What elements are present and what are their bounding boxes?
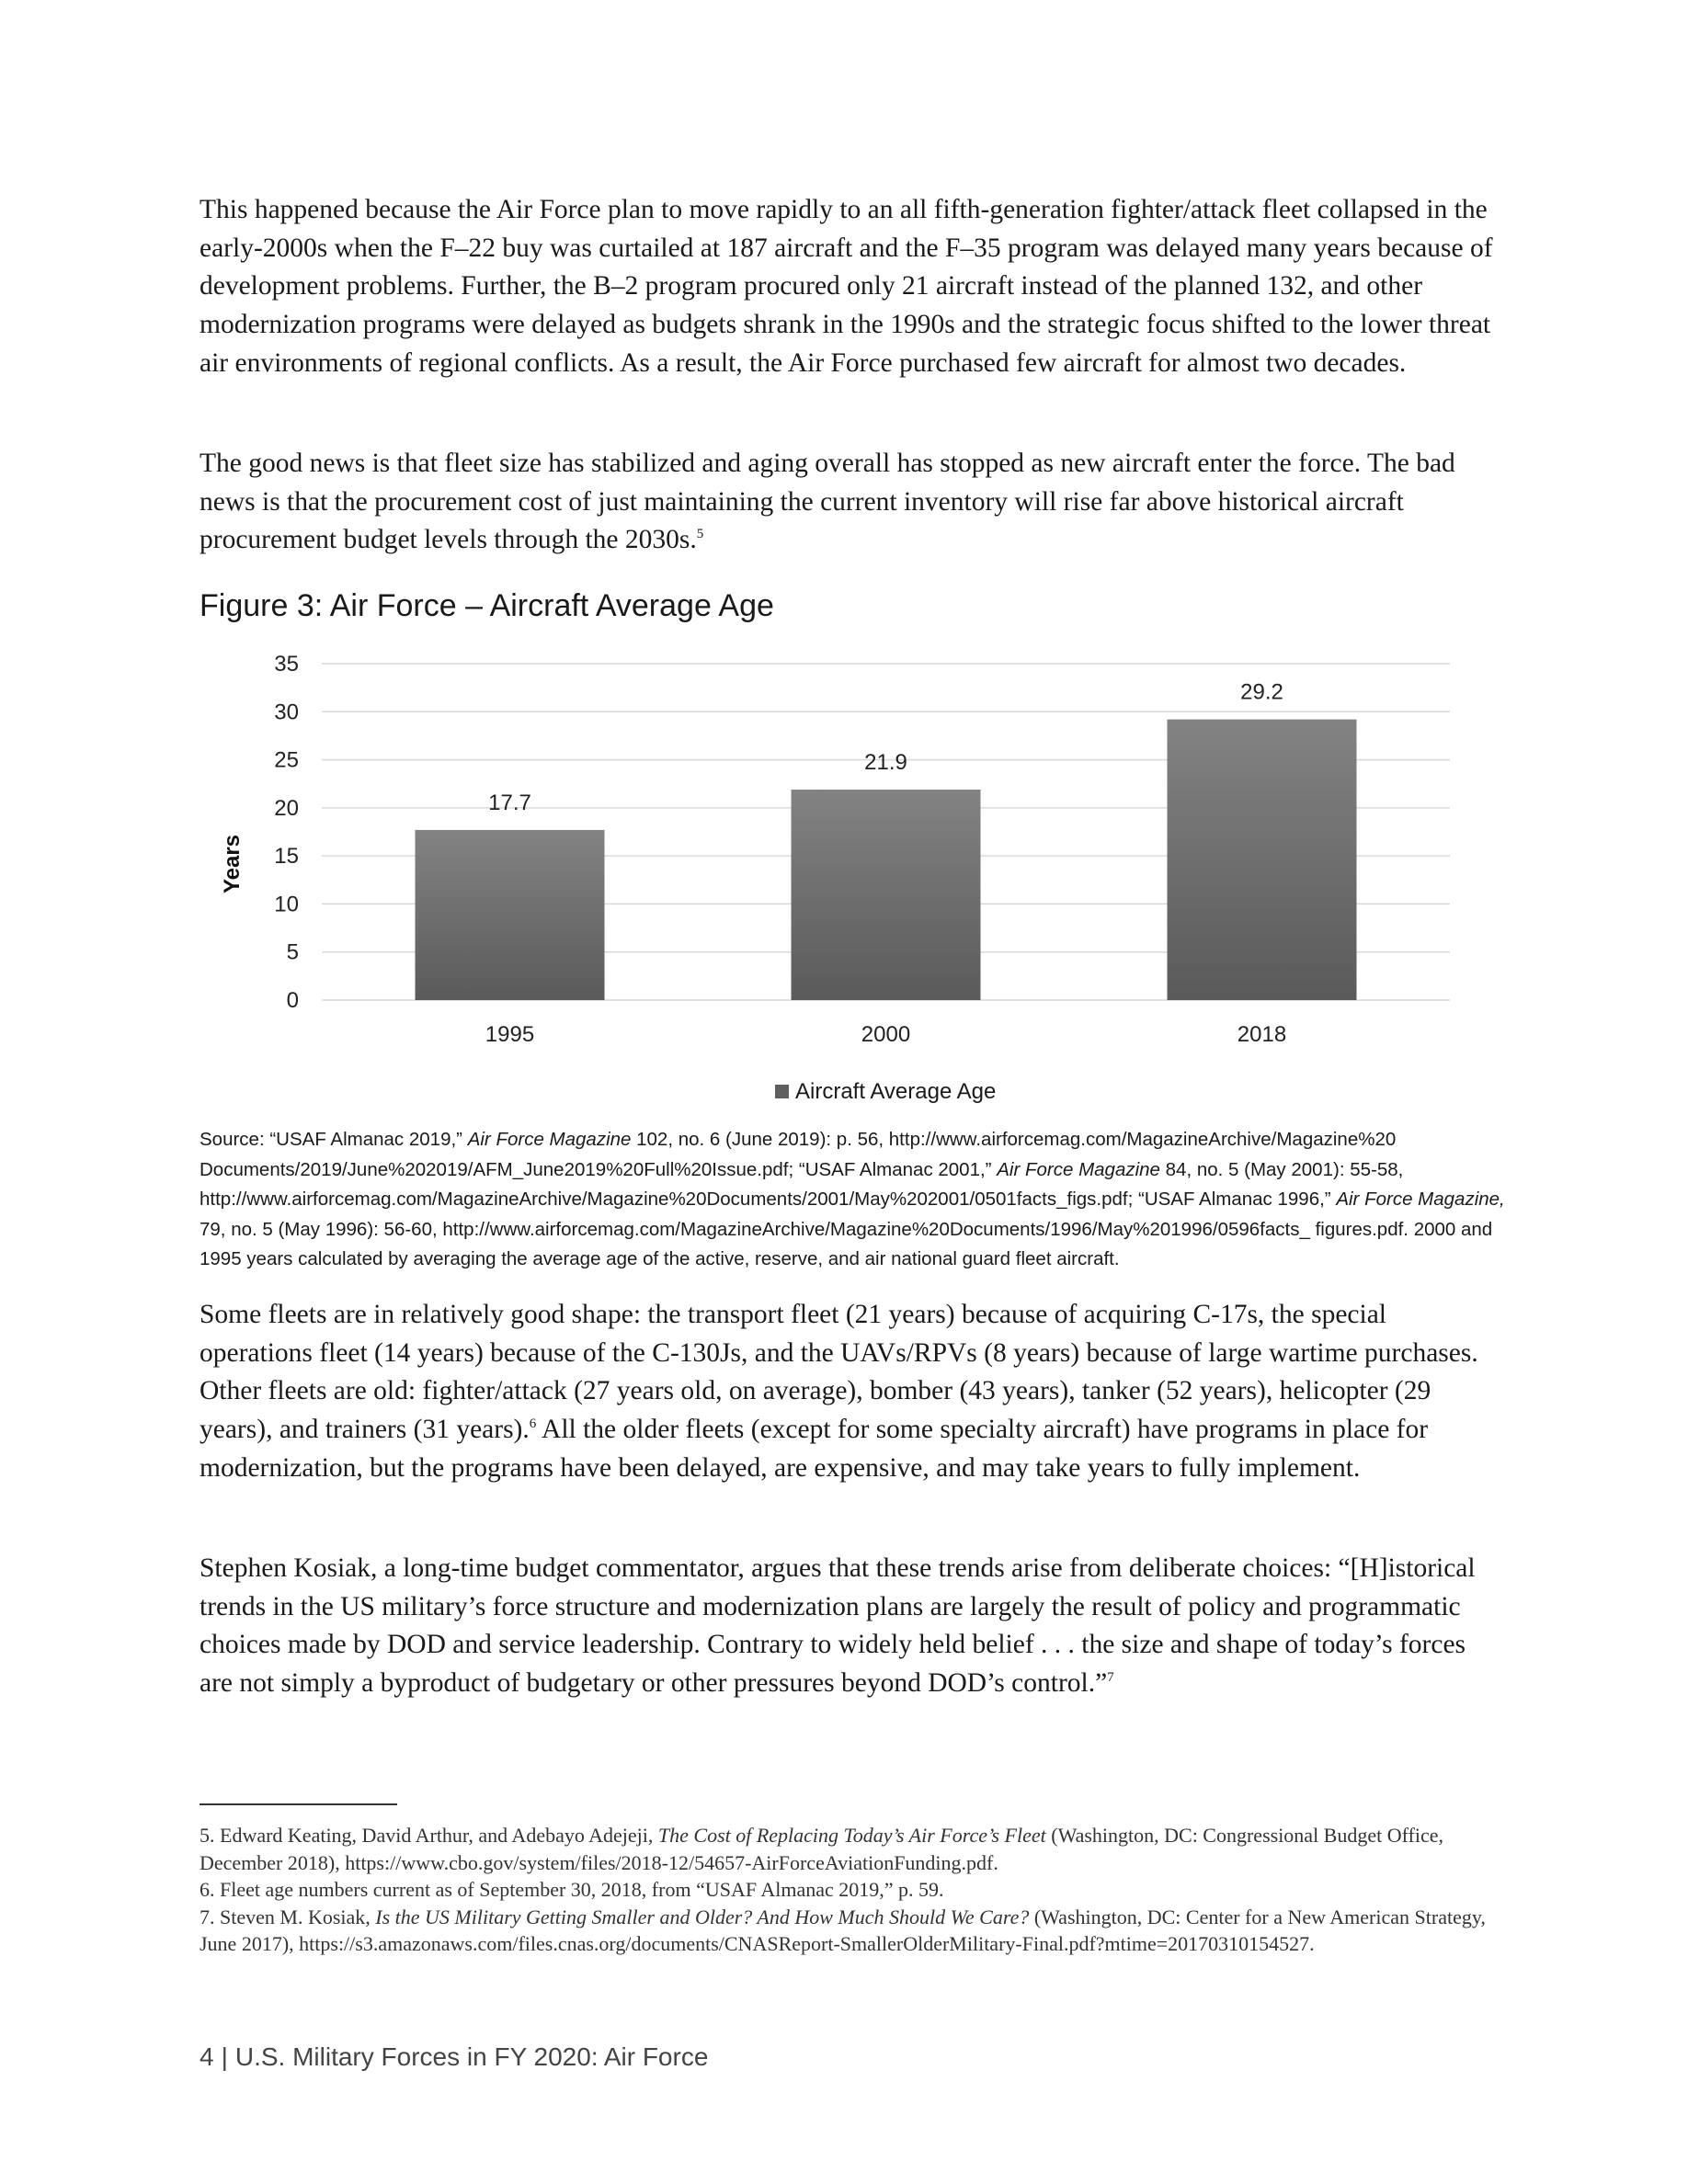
footnote-text: (Washington, DC: Center for a New American Strategy, June 2017), https://s3.amazonaws.com/files.cnas.org/documents/CNASReport-SmallerOlderMilitary-Final.pdf?mtime=20170310154527. [200,1905,1486,1955]
paragraph-fleet-history: This happened because the Air Force plan to move rapidly to an all fifth-generation fighter/attack fleet collapsed in the early-2000s when the F–22 buy was curtailed at 187 aircraft and the F–35 program was delayed many years because of development problems. Further, the B–2 program procured only 21 aircraft instead of the planned 132, and other modernization programs were delayed as budgets shrank in the 1990s and the strategic focus shifted to the lower threat air environments of regional conflicts. As a result, the Air Force purchased few aircraft for almost two decades. [200,195,1493,378]
footnote-ref-6[interactable]: 6 [529,1416,537,1432]
bar-1995 [416,830,605,1000]
footer-title: U.S. Military Forces in FY 2020: Air Force [234,2042,709,2071]
source-italic: Air Force Magazine, [1336,1189,1505,1210]
figure-source-note [200,1125,1505,1275]
legend-label: Aircraft Average Age [795,1079,997,1104]
footnote-italic: The Cost of Replacing Today’s Air Force’s Fleet [657,1824,1046,1847]
y-tick-label: 15 [274,844,299,870]
source-text: 79, no. 5 (May 1996): 56-60, http://www.airforcemag.com/MagazineArchive/Magazine%20Documents/1996/May%201996/0596facts_ figures.pdf. 2000 and 1995 years calculated by averaging the average age of the active, reserve, and air national guard fleet aircraft. [200,1218,1493,1269]
source-italic: Air Force Magazine [467,1129,632,1150]
bar-value-label: 17.7 [488,790,531,815]
source-italic: Air Force Magazine [997,1158,1160,1180]
bar-2000 [792,790,981,1000]
footnote-6: 6. Fleet age numbers current as of September 30, 2018, from “USAF Almanac 2019,” p. 59. [200,1878,944,1901]
footnote-ref-5[interactable]: 5 [696,527,704,542]
bar-chart [200,643,1505,1121]
source-text: 84, no. 5 (May 2001): 55-58, http://www.airforcemag.com/MagazineArchive/Magazine%20Documents/2001/May%202001/0501facts_figs.pdf; “USAF Almanac 1996,” [200,1158,1404,1210]
paragraph-fleet-condition [200,1296,1505,1488]
y-tick-label: 20 [274,795,299,821]
bar-2018 [1168,720,1357,1000]
y-tick-label: 35 [274,652,299,677]
paragraph-kosiak-quote [200,1550,1505,1703]
chart-legend [775,1079,996,1104]
bar-value-label: 29.2 [1240,679,1283,705]
paragraph-good-news [200,445,1505,560]
page-number: 4 [200,2042,214,2071]
x-axis-ticks [485,1022,1286,1047]
footnote-ref-7[interactable]: 7 [1107,1670,1114,1686]
footnote-divider [200,1803,397,1805]
y-tick-label: 5 [286,939,299,965]
bar-value-label: 21.9 [864,749,907,775]
x-tick-label: 2000 [861,1022,911,1047]
legend-swatch [775,1085,789,1098]
y-tick-label: 30 [274,700,299,725]
source-text: Source: “USAF Almanac 2019,” [200,1129,468,1150]
paragraph-text: Some fleets are in relatively good shape: the transport fleet (21 years) because of acquiring C-17s, the special operations fleet (14 years) because of the C-130Js, and the UAVs/RPVs (8 years) because of large wartime purchases. Other fleets are old: fighter/attack (27 years old, on average), bomber (43 years), tanker (52 years), helicopter (29 years), and trainers (31 years). [200,1300,1478,1445]
y-tick-label: 25 [274,747,299,773]
page-footer [200,2042,708,2072]
footnote-text: (Washington, DC: Congressional Budget Office, December 2018), https://www.cbo.gov/system/files/2018-12/54657-AirForceAviationFunding.pdf. [200,1824,1444,1874]
footnote-text: 5. Edward Keating, David Arthur, and Adebayo Adejeji, [200,1824,658,1847]
footnotes [200,1822,1505,1958]
paragraph-text: All the older fleets (except for some specialty aircraft) have programs in place for modernization, but the programs have been delayed, are expensive, and may take years to fully implement. [200,1415,1429,1483]
footnote-7 [200,1904,1505,1958]
source-text: 102, no. 6 (June 2019): p. 56, http://www.airforcemag.com/MagazineArchive/Magazine%20 Documents/2019/June%202019/AFM_June2019%20Full%20Issue.pdf; “USAF Almanac 2001,” [200,1129,1397,1180]
y-axis-label: Years [220,834,245,894]
footnote-text: 7. Steven M. Kosiak, [200,1905,376,1928]
footnote-5 [200,1822,1505,1876]
paragraph-text: Stephen Kosiak, a long-time budget commentator, argues that these trends arise from deliberate choices: “[H]istorical trends in the US military’s force structure and modernization plans are largely the result of policy and programmatic choices made by DOD and service leadership. Contrary to widely held belief . . . the size and shape of today’s forces are not simply a byproduct of budgetary or other pressures beyond DOD’s control.” [200,1553,1476,1699]
y-tick-label: 0 [286,988,299,1013]
x-tick-label: 2018 [1237,1022,1287,1047]
paragraph-good-news-text: The good news is that fleet size has stabilized and aging overall has stopped as new aircraft enter the force. The bad news is that the procurement cost of just maintaining the current inventory will rise far above historical aircraft procurement budget levels through the 2030s. [200,449,1455,555]
footer-separator: | [221,2042,228,2071]
x-tick-label: 1995 [485,1022,535,1047]
figure-title: Figure 3: Air Force – Aircraft Average Age [200,588,774,623]
y-tick-label: 10 [274,892,299,917]
y-axis-ticks [274,652,299,1013]
footnote-italic: Is the US Military Getting Smaller and Older? And How Much Should We Care? [375,1905,1030,1928]
